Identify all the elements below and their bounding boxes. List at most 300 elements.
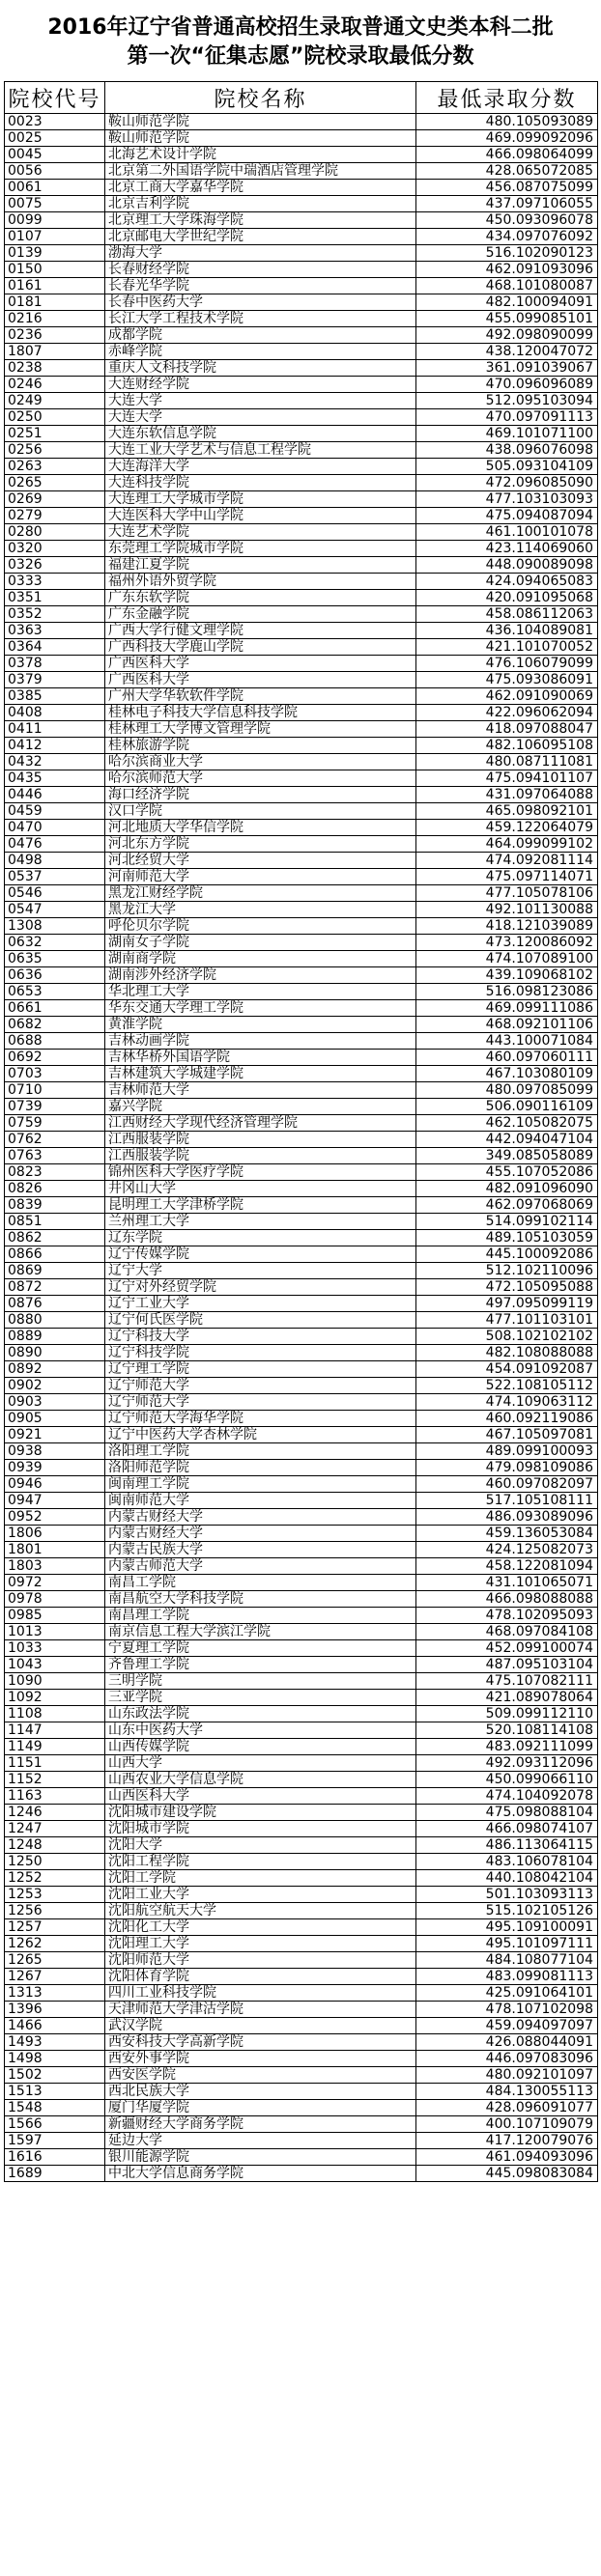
school-code-cell: 0692 [5, 1050, 105, 1066]
min-score-cell: 450.099066110 [416, 1772, 598, 1788]
school-name-cell: 四川工业科技学院 [105, 1985, 416, 2002]
school-name-cell: 辽宁师范大学 [105, 1378, 416, 1394]
school-name-cell: 桂林理工大学博文管理学院 [105, 721, 416, 738]
school-code-cell: 0099 [5, 212, 105, 229]
table-row [5, 541, 598, 557]
table-row [5, 574, 598, 590]
school-code-cell: 1149 [5, 1739, 105, 1755]
table-row [5, 2100, 598, 2116]
school-name-cell: 赤峰学院 [105, 344, 416, 360]
table-row [5, 1345, 598, 1361]
school-name-cell: 华东交通大学理工学院 [105, 1000, 416, 1017]
min-score-cell: 516.102090123 [416, 245, 598, 262]
min-score-cell: 456.087075099 [416, 180, 598, 196]
min-score-cell: 440.108042104 [416, 1870, 598, 1887]
school-code-cell: 0250 [5, 409, 105, 426]
school-code-cell: 0412 [5, 738, 105, 754]
school-code-cell: 1807 [5, 344, 105, 360]
table-row [5, 935, 598, 951]
table-row [5, 1460, 598, 1476]
school-name-cell: 河北东方学院 [105, 836, 416, 853]
min-score-cell: 462.091093096 [416, 262, 598, 278]
min-score-cell: 455.099085101 [416, 311, 598, 327]
table-row [5, 1805, 598, 1821]
table-row [5, 1624, 598, 1640]
table-row [5, 508, 598, 524]
table-row [5, 1739, 598, 1755]
school-name-cell: 大连大学 [105, 393, 416, 409]
min-score-cell: 515.102105126 [416, 1903, 598, 1919]
school-code-cell: 0385 [5, 688, 105, 705]
table-row [5, 1181, 598, 1197]
min-score-cell: 509.099112110 [416, 1706, 598, 1722]
min-score-cell: 445.098083084 [416, 2166, 598, 2182]
school-name-cell: 沈阳工学院 [105, 1870, 416, 1887]
table-row [5, 721, 598, 738]
min-score-cell: 361.091039067 [416, 360, 598, 377]
table-row [5, 1361, 598, 1378]
school-name-cell: 大连理工大学城市学院 [105, 491, 416, 508]
min-score-cell: 421.101070052 [416, 639, 598, 656]
school-name-cell: 河北经贸大学 [105, 853, 416, 869]
min-score-cell: 480.092101097 [416, 2067, 598, 2084]
school-name-cell: 大连艺术学院 [105, 524, 416, 541]
school-code-cell: 0150 [5, 262, 105, 278]
table-row [5, 344, 598, 360]
table-row [5, 951, 598, 967]
min-score-cell: 517.105108111 [416, 1493, 598, 1509]
table-row [5, 377, 598, 393]
school-name-cell: 大连医科大学中山学院 [105, 508, 416, 524]
school-name-cell: 沈阳理工大学 [105, 1936, 416, 1952]
school-name-cell: 昆明理工大学津桥学院 [105, 1197, 416, 1214]
school-code-cell: 1163 [5, 1788, 105, 1805]
min-score-cell: 466.098064099 [416, 147, 598, 163]
table-row [5, 1246, 598, 1263]
school-name-cell: 吉林动画学院 [105, 1033, 416, 1050]
table-row [5, 1132, 598, 1148]
table-row [5, 557, 598, 574]
school-name-cell: 山东政法学院 [105, 1706, 416, 1722]
min-score-cell: 479.098109086 [416, 1460, 598, 1476]
school-name-cell: 辽宁工业大学 [105, 1296, 416, 1312]
min-score-cell: 520.108114108 [416, 1722, 598, 1739]
school-code-cell: 0839 [5, 1197, 105, 1214]
table-row [5, 639, 598, 656]
school-name-cell: 桂林电子科技大学信息科技学院 [105, 705, 416, 721]
school-code-cell: 0056 [5, 163, 105, 180]
school-name-cell: 闽南师范大学 [105, 1493, 416, 1509]
table-row [5, 1066, 598, 1082]
school-code-cell: 1597 [5, 2133, 105, 2149]
table-row [5, 1082, 598, 1099]
min-score-cell: 486.093089096 [416, 1509, 598, 1526]
school-name-cell: 北海艺术设计学院 [105, 147, 416, 163]
school-code-cell: 1247 [5, 1821, 105, 1837]
min-score-cell: 477.103103093 [416, 491, 598, 508]
school-code-cell: 0161 [5, 278, 105, 294]
min-score-cell: 438.096076098 [416, 442, 598, 459]
min-score-cell: 418.121039089 [416, 918, 598, 935]
min-score-cell: 462.097068069 [416, 1197, 598, 1214]
min-score-cell: 460.097082097 [416, 1476, 598, 1493]
min-score-cell: 428.065072085 [416, 163, 598, 180]
min-score-cell: 483.092111099 [416, 1739, 598, 1755]
school-code-cell: 1043 [5, 1657, 105, 1673]
min-score-cell: 418.097088047 [416, 721, 598, 738]
school-code-cell: 1466 [5, 2018, 105, 2034]
school-code-cell: 1152 [5, 1772, 105, 1788]
table-row [5, 1575, 598, 1591]
min-score-cell: 474.109063112 [416, 1394, 598, 1411]
table-row [5, 2084, 598, 2100]
table-row [5, 967, 598, 984]
min-score-cell: 480.097085099 [416, 1082, 598, 1099]
table-row [5, 180, 598, 196]
school-name-cell: 洛阳师范学院 [105, 1460, 416, 1476]
table-row [5, 1017, 598, 1033]
min-score-cell: 462.091090069 [416, 688, 598, 705]
table-row [5, 1115, 598, 1132]
min-score-cell: 423.114069060 [416, 541, 598, 557]
school-name-cell: 辽宁对外经贸学院 [105, 1279, 416, 1296]
school-name-cell: 哈尔滨商业大学 [105, 754, 416, 770]
school-name-cell: 山西大学 [105, 1755, 416, 1772]
min-score-cell: 480.105093089 [416, 114, 598, 130]
school-name-cell: 天津师范大学津沽学院 [105, 2002, 416, 2018]
school-code-cell: 0408 [5, 705, 105, 721]
table-row [5, 409, 598, 426]
min-score-cell: 489.099100093 [416, 1443, 598, 1460]
school-code-cell: 1248 [5, 1837, 105, 1854]
min-score-cell: 482.091096090 [416, 1181, 598, 1197]
school-code-cell: 1267 [5, 1969, 105, 1985]
table-row [5, 1854, 598, 1870]
school-name-cell: 鞍山师范学院 [105, 114, 416, 130]
school-code-cell: 0703 [5, 1066, 105, 1082]
school-code-cell: 0880 [5, 1312, 105, 1329]
school-code-cell: 0876 [5, 1296, 105, 1312]
school-code-cell: 0432 [5, 754, 105, 770]
school-code-cell: 0759 [5, 1115, 105, 1132]
table-row [5, 672, 598, 688]
school-code-cell: 0446 [5, 787, 105, 803]
min-score-cell: 469.099111086 [416, 1000, 598, 1017]
min-score-cell: 489.105103059 [416, 1230, 598, 1246]
min-score-cell: 474.107089100 [416, 951, 598, 967]
table-row [5, 1640, 598, 1657]
table-row [5, 1509, 598, 1526]
school-code-cell: 0263 [5, 459, 105, 475]
min-score-cell: 448.090089098 [416, 557, 598, 574]
min-score-cell: 512.102110096 [416, 1263, 598, 1279]
min-score-cell: 459.122064079 [416, 820, 598, 836]
school-code-cell: 0411 [5, 721, 105, 738]
table-row [5, 1969, 598, 1985]
school-code-cell: 0947 [5, 1493, 105, 1509]
school-code-cell: 0921 [5, 1427, 105, 1443]
school-code-cell: 0903 [5, 1394, 105, 1411]
school-name-cell: 渤海大学 [105, 245, 416, 262]
table-row [5, 902, 598, 918]
school-name-cell: 山西传媒学院 [105, 1739, 416, 1755]
school-name-cell: 西安外事学院 [105, 2051, 416, 2067]
table-row [5, 2018, 598, 2034]
table-row [5, 606, 598, 623]
min-score-cell: 442.094047104 [416, 1132, 598, 1148]
table-row [5, 836, 598, 853]
school-code-cell: 1090 [5, 1673, 105, 1690]
table-row [5, 1706, 598, 1722]
school-name-cell: 广东东软学院 [105, 590, 416, 606]
school-name-cell: 沈阳体育学院 [105, 1969, 416, 1985]
table-row [5, 1411, 598, 1427]
table-row [5, 196, 598, 212]
table-row [5, 2149, 598, 2166]
school-code-cell: 0682 [5, 1017, 105, 1033]
min-score-cell: 450.093096078 [416, 212, 598, 229]
school-name-cell: 沈阳城市建设学院 [105, 1805, 416, 1821]
school-code-cell: 0236 [5, 327, 105, 344]
school-name-cell: 内蒙古民族大学 [105, 1542, 416, 1558]
school-name-cell: 嘉兴学院 [105, 1099, 416, 1115]
school-code-cell: 0470 [5, 820, 105, 836]
school-name-cell: 江西财经大学现代经济管理学院 [105, 1115, 416, 1132]
table-row [5, 114, 598, 130]
school-name-cell: 辽宁师范大学 [105, 1394, 416, 1411]
school-code-cell: 0326 [5, 557, 105, 574]
school-code-cell: 1566 [5, 2116, 105, 2133]
school-name-cell: 大连海洋大学 [105, 459, 416, 475]
school-code-cell: 0459 [5, 803, 105, 820]
min-score-cell: 446.097083096 [416, 2051, 598, 2067]
school-name-cell: 三亚学院 [105, 1690, 416, 1706]
school-name-cell: 吉林师范大学 [105, 1082, 416, 1099]
school-name-cell: 兰州理工大学 [105, 1214, 416, 1230]
school-code-cell: 1151 [5, 1755, 105, 1772]
school-name-cell: 沈阳化工大学 [105, 1919, 416, 1936]
school-code-cell: 1246 [5, 1805, 105, 1821]
table-row [5, 1279, 598, 1296]
table-row [5, 869, 598, 885]
min-score-cell: 437.097106055 [416, 196, 598, 212]
min-score-cell: 431.097064088 [416, 787, 598, 803]
min-score-cell: 476.106079099 [416, 656, 598, 672]
min-score-cell: 468.097084108 [416, 1624, 598, 1640]
school-code-cell: 0762 [5, 1132, 105, 1148]
school-name-cell: 广西医科大学 [105, 656, 416, 672]
school-name-cell: 西北民族大学 [105, 2084, 416, 2100]
min-score-cell: 424.125082073 [416, 1542, 598, 1558]
school-code-cell: 0946 [5, 1476, 105, 1493]
min-score-cell: 445.100092086 [416, 1246, 598, 1263]
table-row [5, 393, 598, 409]
table-row [5, 1329, 598, 1345]
school-name-cell: 沈阳工程学院 [105, 1854, 416, 1870]
school-code-cell: 0379 [5, 672, 105, 688]
school-code-cell: 1493 [5, 2034, 105, 2051]
school-name-cell: 山西农业大学信息学院 [105, 1772, 416, 1788]
table-row [5, 754, 598, 770]
school-name-cell: 广西科技大学鹿山学院 [105, 639, 416, 656]
school-code-cell: 0251 [5, 426, 105, 442]
table-row [5, 1394, 598, 1411]
school-code-cell: 1092 [5, 1690, 105, 1706]
table-row [5, 1772, 598, 1788]
min-score-cell: 400.107109079 [416, 2116, 598, 2133]
school-name-cell: 大连东软信息学院 [105, 426, 416, 442]
table-row [5, 688, 598, 705]
min-score-cell: 467.105097081 [416, 1427, 598, 1443]
table-row [5, 1673, 598, 1690]
school-name-cell: 北京第二外国语学院中瑞酒店管理学院 [105, 163, 416, 180]
school-name-cell: 北京工商大学嘉华学院 [105, 180, 416, 196]
school-name-cell: 闽南理工学院 [105, 1476, 416, 1493]
school-code-cell: 1803 [5, 1558, 105, 1575]
school-name-cell: 辽宁科技学院 [105, 1345, 416, 1361]
school-name-cell: 桂林旅游学院 [105, 738, 416, 754]
school-name-cell: 辽宁师范大学海华学院 [105, 1411, 416, 1427]
page-title-line-2: 第一次“征集志愿”院校录取最低分数 [127, 44, 474, 69]
school-code-cell: 0075 [5, 196, 105, 212]
school-code-cell: 1265 [5, 1952, 105, 1969]
school-name-cell: 三明学院 [105, 1673, 416, 1690]
table-row [5, 475, 598, 491]
table-row [5, 229, 598, 245]
table-row [5, 820, 598, 836]
table-row [5, 1558, 598, 1575]
school-name-cell: 宁夏理工学院 [105, 1640, 416, 1657]
school-name-cell: 江西服装学院 [105, 1148, 416, 1164]
min-score-cell: 482.106095108 [416, 738, 598, 754]
school-name-cell: 大连工业大学艺术与信息工程学院 [105, 442, 416, 459]
table-row [5, 459, 598, 475]
school-name-cell: 辽宁传媒学院 [105, 1246, 416, 1263]
table-row [5, 770, 598, 787]
table-header-row [5, 82, 598, 114]
school-code-cell: 0653 [5, 984, 105, 1000]
school-name-cell: 辽宁科技大学 [105, 1329, 416, 1345]
school-code-cell: 1257 [5, 1919, 105, 1936]
min-score-cell: 483.099081113 [416, 1969, 598, 1985]
table-row [5, 1657, 598, 1673]
school-name-cell: 锦州医科大学医疗学院 [105, 1164, 416, 1181]
school-name-cell: 山东中医药大学 [105, 1722, 416, 1739]
school-code-cell: 0739 [5, 1099, 105, 1115]
school-code-cell: 0661 [5, 1000, 105, 1017]
table-row [5, 1493, 598, 1509]
min-score-cell: 486.113064115 [416, 1837, 598, 1854]
min-score-cell: 495.109100091 [416, 1919, 598, 1936]
school-code-cell: 0256 [5, 442, 105, 459]
admission-score-table [4, 81, 598, 2182]
school-code-cell: 0537 [5, 869, 105, 885]
school-name-cell: 东莞理工学院城市学院 [105, 541, 416, 557]
table-row [5, 1148, 598, 1164]
table-row [5, 1164, 598, 1181]
table-row [5, 1476, 598, 1493]
school-code-cell: 1502 [5, 2067, 105, 2084]
min-score-cell: 469.101071100 [416, 426, 598, 442]
school-name-cell: 湖南女子学院 [105, 935, 416, 951]
school-code-cell: 0826 [5, 1181, 105, 1197]
school-name-cell: 洛阳理工学院 [105, 1443, 416, 1460]
table-row [5, 1263, 598, 1279]
school-name-cell: 汉口学院 [105, 803, 416, 820]
table-row [5, 212, 598, 229]
school-code-cell: 1253 [5, 1887, 105, 1903]
table-row [5, 1312, 598, 1329]
school-code-cell: 1498 [5, 2051, 105, 2067]
school-code-cell: 1147 [5, 1722, 105, 1739]
header-min-score: 最低录取分数 [416, 82, 598, 114]
school-code-cell: 0632 [5, 935, 105, 951]
table-row [5, 262, 598, 278]
school-code-cell: 0823 [5, 1164, 105, 1181]
table-row [5, 1903, 598, 1919]
school-name-cell: 中北大学信息商务学院 [105, 2166, 416, 2182]
school-name-cell: 沈阳师范大学 [105, 1952, 416, 1969]
min-score-cell: 472.105095088 [416, 1279, 598, 1296]
school-code-cell: 1033 [5, 1640, 105, 1657]
table-row [5, 2051, 598, 2067]
table-row [5, 1000, 598, 1017]
min-score-cell: 424.094065083 [416, 574, 598, 590]
min-score-cell: 470.096096089 [416, 377, 598, 393]
table-row [5, 656, 598, 672]
table-row [5, 245, 598, 262]
school-code-cell: 1616 [5, 2149, 105, 2166]
min-score-cell: 460.092119086 [416, 1411, 598, 1427]
school-code-cell: 1013 [5, 1624, 105, 1640]
school-name-cell: 井冈山大学 [105, 1181, 416, 1197]
table-row [5, 1296, 598, 1312]
header-school-name: 院校名称 [105, 82, 416, 114]
table-row [5, 1722, 598, 1739]
min-score-cell: 461.100101078 [416, 524, 598, 541]
school-code-cell: 0851 [5, 1214, 105, 1230]
table-row [5, 1887, 598, 1903]
min-score-cell: 426.088044091 [416, 2034, 598, 2051]
school-name-cell: 黑龙江财经学院 [105, 885, 416, 902]
school-name-cell: 广西医科大学 [105, 672, 416, 688]
school-code-cell: 0435 [5, 770, 105, 787]
min-score-cell: 478.107102098 [416, 2002, 598, 2018]
min-score-cell: 468.092101106 [416, 1017, 598, 1033]
min-score-cell: 475.094101107 [416, 770, 598, 787]
school-name-cell: 辽宁大学 [105, 1263, 416, 1279]
school-code-cell: 0249 [5, 393, 105, 409]
school-code-cell: 0890 [5, 1345, 105, 1361]
table-row [5, 311, 598, 327]
min-score-cell: 482.100094091 [416, 294, 598, 311]
min-score-cell: 454.091092087 [416, 1361, 598, 1378]
school-code-cell: 0333 [5, 574, 105, 590]
min-score-cell: 465.098092101 [416, 803, 598, 820]
min-score-cell: 431.101065071 [416, 1575, 598, 1591]
table-row [5, 1033, 598, 1050]
min-score-cell: 475.093086091 [416, 672, 598, 688]
school-code-cell: 0635 [5, 951, 105, 967]
table-row [5, 853, 598, 869]
table-row [5, 1821, 598, 1837]
min-score-cell: 478.102095093 [416, 1608, 598, 1624]
school-code-cell: 0269 [5, 491, 105, 508]
school-name-cell: 大连大学 [105, 409, 416, 426]
table-row [5, 1591, 598, 1608]
table-row [5, 2166, 598, 2182]
school-code-cell: 1801 [5, 1542, 105, 1558]
